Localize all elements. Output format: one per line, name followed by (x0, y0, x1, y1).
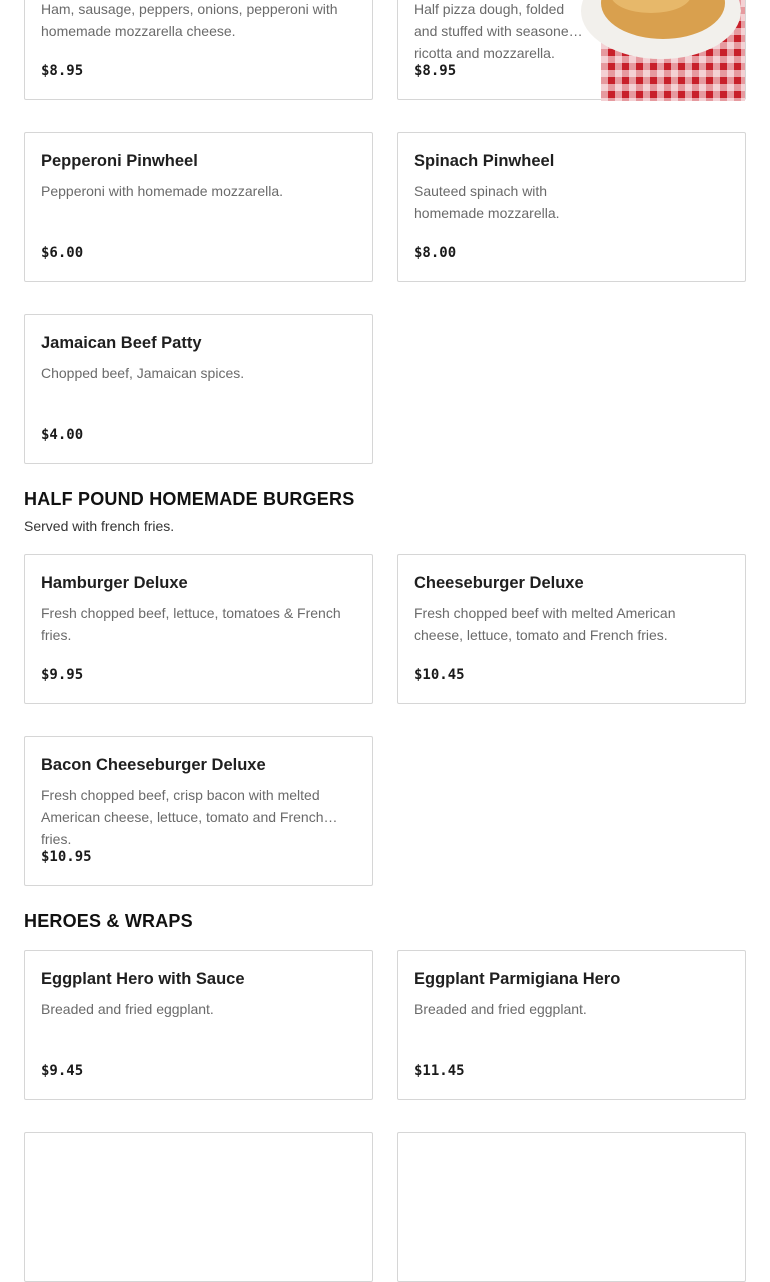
menu-item-description: Fresh chopped beef, crisp bacon with melted American cheese, lettuce, tomato and French fries. (41, 787, 324, 847)
menu-item-name: Spinach Pinwheel (414, 152, 555, 170)
menu-item-card[interactable] (24, 314, 373, 464)
menu-item-price: $9.45 (41, 1063, 84, 1079)
menu-item-card[interactable] (397, 1132, 746, 1282)
menu-item-photo (601, 0, 745, 101)
menu-item-name: Bacon Cheeseburger Deluxe (41, 756, 266, 774)
menu-item-card[interactable] (397, 554, 746, 704)
menu-item-card[interactable] (24, 554, 373, 704)
menu-item-price: $9.95 (41, 667, 84, 683)
menu-item-name: Pepperoni Pinwheel (41, 152, 198, 170)
menu-item-card[interactable] (397, 132, 746, 282)
menu-item-card[interactable] (24, 736, 373, 886)
menu-item-card[interactable] (397, 0, 746, 100)
menu-item-card[interactable] (24, 1132, 373, 1282)
menu-item-description: Sauteed spinach with homemade mozzarella. (414, 183, 560, 221)
menu-item-price: $8.95 (414, 63, 457, 79)
section-subtitle-burgers: Served with french fries. (24, 518, 175, 534)
menu-item-description: Pepperoni with homemade mozzarella. (41, 183, 284, 199)
menu-item-card[interactable] (24, 132, 373, 282)
menu-item-price: $11.45 (414, 1063, 465, 1079)
menu-item-price: $8.95 (41, 63, 84, 79)
menu-item-price: $10.45 (414, 667, 465, 683)
menu-item-name: Eggplant Hero with Sauce (41, 970, 245, 988)
menu-item-description: Breaded and fried eggplant. (41, 1001, 214, 1017)
menu-item-name: Cheeseburger Deluxe (414, 574, 584, 592)
menu-item-price: $6.00 (41, 245, 84, 261)
menu-item-card[interactable] (24, 950, 373, 1100)
menu-item-price: $10.95 (41, 849, 92, 865)
menu-item-description: Chopped beef, Jamaican spices. (41, 365, 245, 381)
menu-item-description: Breaded and fried eggplant. (414, 1001, 587, 1017)
menu-item-description: Ham, sausage, peppers, onions, pepperoni with homemade mozzarella cheese. (41, 1, 338, 39)
menu-item-name: Hamburger Deluxe (41, 574, 188, 592)
menu-item-card[interactable] (24, 0, 373, 100)
menu-item-price: $8.00 (414, 245, 457, 261)
menu-item-description: Fresh chopped beef, lettuce, tomatoes & French fries. (41, 605, 341, 643)
menu-item-price: $4.00 (41, 427, 84, 443)
section-title-burgers: HALF POUND HOMEMADE BURGERS (24, 489, 355, 509)
menu-item-name: Jamaican Beef Patty (41, 334, 202, 352)
section-title-heroes: HEROES & WRAPS (24, 911, 193, 931)
menu-item-description: Fresh chopped beef with melted American cheese, lettuce, tomato and French fries. (414, 605, 676, 643)
menu-item-description: Half pizza dough, folded and stuffed with seasoned ricotta and mozzarella. (414, 1, 577, 61)
menu-item-card[interactable] (397, 950, 746, 1100)
menu-item-name: Eggplant Parmigiana Hero (414, 970, 621, 988)
